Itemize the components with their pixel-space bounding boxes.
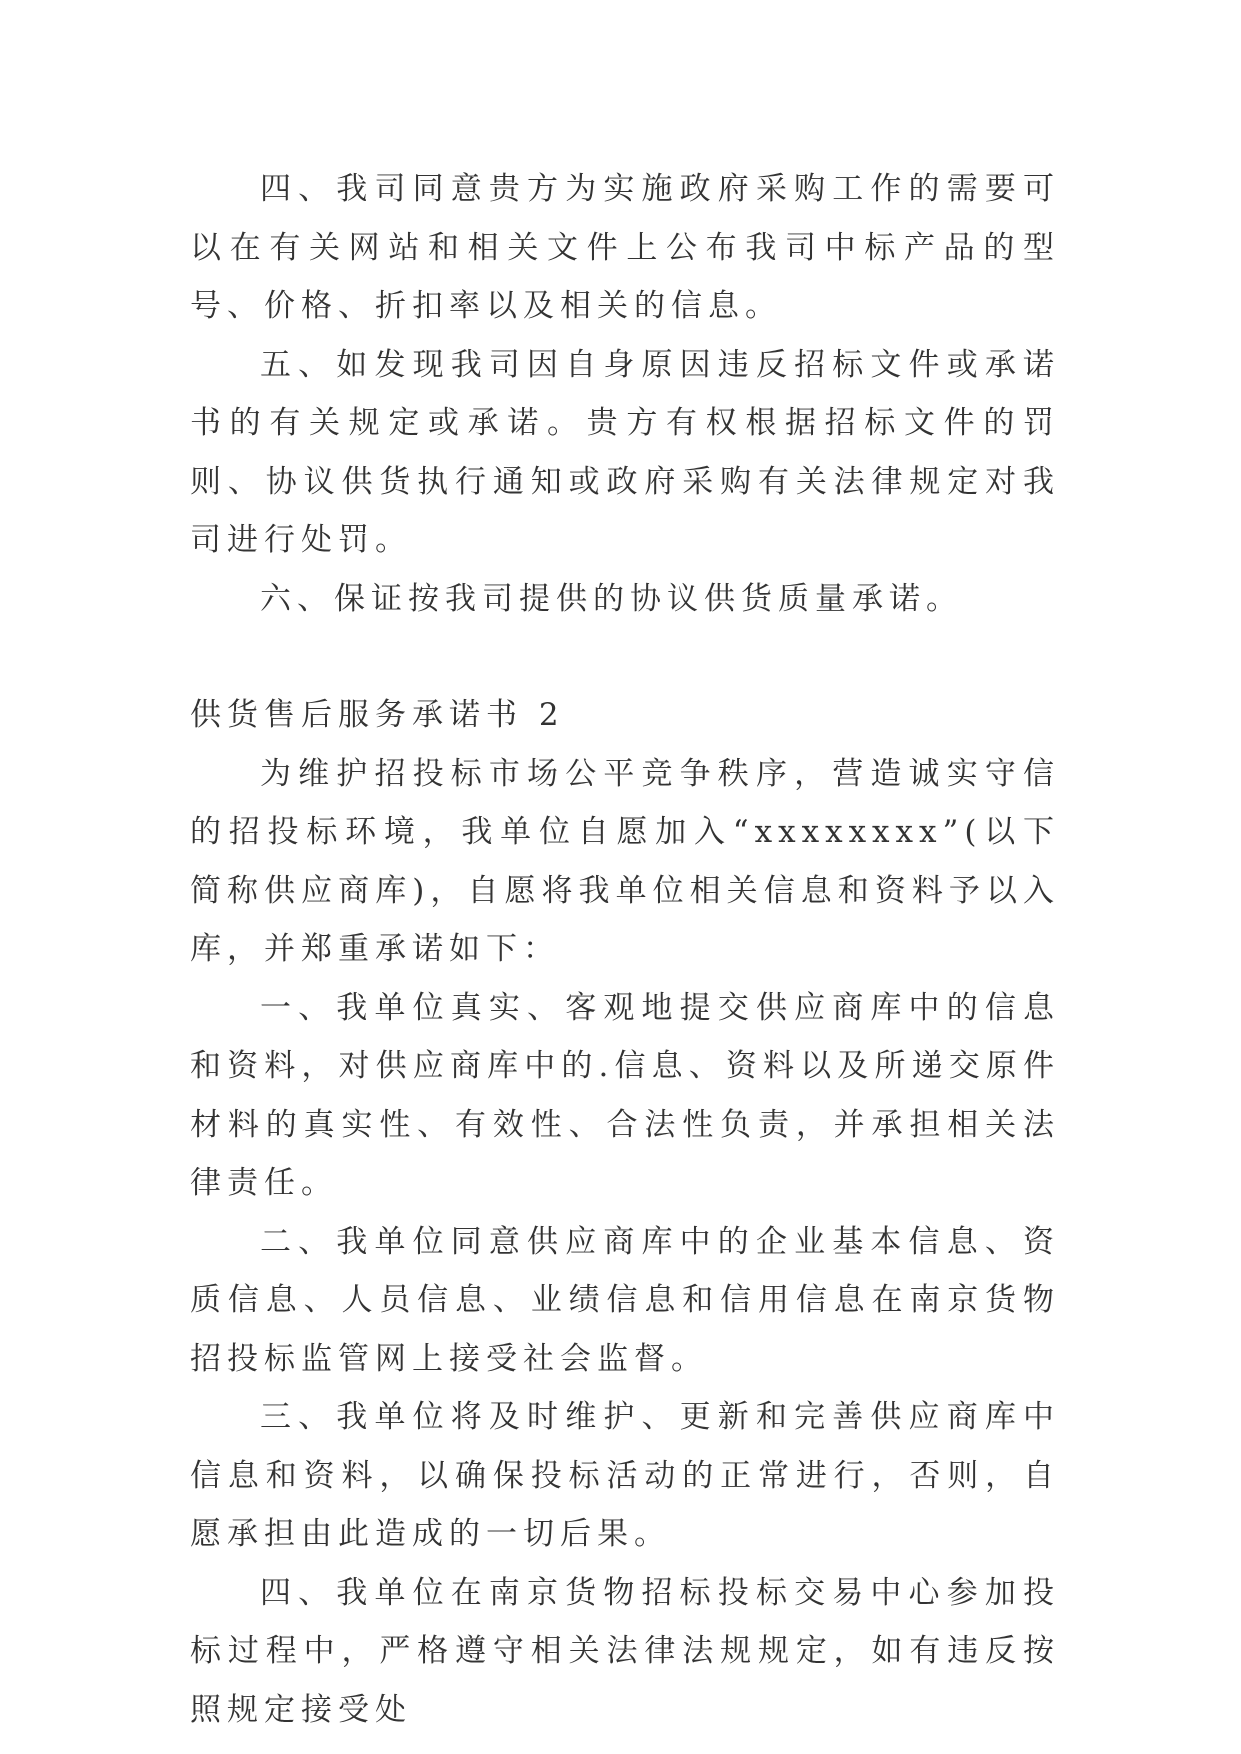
- paragraph-five-penalty: 五、如发现我司因自身原因违反招标文件或承诺书的有关规定或承诺。贵方有权根据招标文件的罚则、协议供货执行通知或政府采购有关法律规定对我司进行处罚。: [190, 346, 1060, 558]
- section-title: 供货售后服务承诺书 2: [190, 697, 565, 733]
- paragraph-four-publish-info: 四、我司同意贵方为实施政府采购工作的需要可以在有关网站和相关文件上公布我司中标产品的型号、价格、折扣率以及相关的信息。: [190, 171, 1060, 324]
- document-body: [190, 160, 1060, 1739]
- paragraph-two-supervision: 二、我单位同意供应商库中的企业基本信息、资质信息、人员信息、业绩信息和信用信息在南京货物招投标监管网上接受社会监督。: [190, 1223, 1060, 1377]
- paragraph-four-compliance: 四、我单位在南京货物招标投标交易中心参加投标过程中，严格遵守相关法律法规规定，如有违反按照规定接受处: [190, 1574, 1060, 1728]
- paragraph-six-quality: 六、保证按我司提供的协议供货质量承诺。: [260, 580, 963, 617]
- paragraph-one-authenticity: 一、我单位真实、客观地提交供应商库中的信息和资料，对供应商库中的.信息、资料以及所递交原件材料的真实性、有效性、合法性负责，并承担相关法律责任。: [190, 989, 1060, 1201]
- paragraph-three-maintenance: 三、我单位将及时维护、更新和完善供应商库中信息和资料，以确保投标活动的正常进行，否则，自愿承担由此造成的一切后果。: [190, 1399, 1060, 1552]
- paragraph-intro: 为维护招投标市场公平竞争秩序，营造诚实守信的招投标环境，我单位自愿加入“xxxxxxxx”(以下简称供应商库)，自愿将我单位相关信息和资料予以入库，并郑重承诺如下：: [190, 755, 1060, 967]
